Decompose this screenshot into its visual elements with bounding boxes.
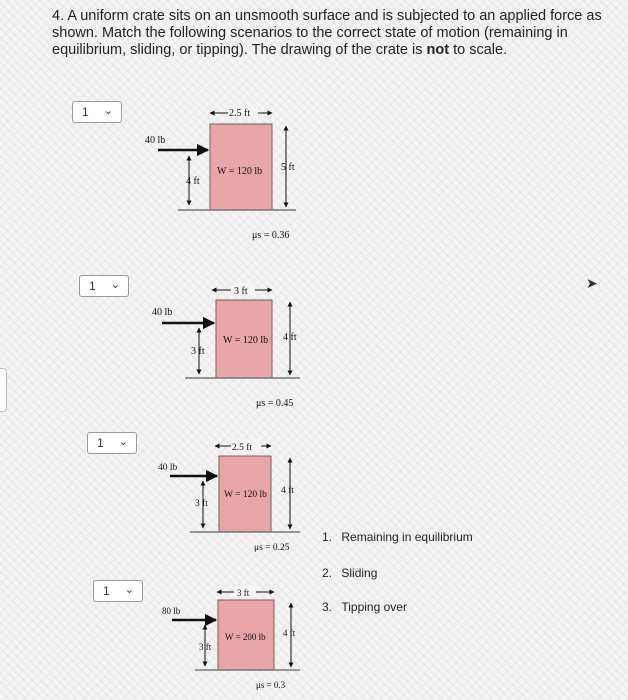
weight-label: W = 120 lb [224,490,267,500]
total-height-label: 4 ft [283,332,297,343]
chevron-down-icon: ⌄ [124,584,134,596]
chevron-down-icon: ⌄ [118,436,128,448]
select-value: 1 [82,105,89,119]
option-label: Tipping over [341,600,407,614]
force-label: 80 lb [162,606,181,616]
weight-label: W = 200 lb [225,632,266,642]
question-emphasis: not [426,42,450,58]
scenario-4-diagram [162,586,300,690]
force-label: 40 lb [152,307,173,318]
width-label: 3 ft [237,588,250,598]
question-number: 4. [52,8,65,24]
force-label: 40 lb [145,135,166,146]
question-tail: to scale. [453,42,508,58]
height-label: 3 ft [191,346,205,357]
scenario-2-diagram [152,283,300,409]
force-label: 40 lb [158,463,178,473]
total-height-label: 4 ft [283,628,296,638]
width-label: 2.5 ft [232,443,253,453]
friction-label: μs = 0.25 [254,543,290,553]
question-body: A uniform crate sits on an unsmooth surface and is subjected to an applied force as shown. Match the following scenarios to the correct state of motion (remaining in equilibrium, sliding, or tipping). The drawing of the crate is [52,8,602,58]
select-value: 1 [97,436,104,450]
friction-label: μs = 0.36 [252,230,290,241]
weight-label: W = 120 lb [223,335,269,346]
option-number: 1. [322,530,333,544]
height-label: 3 ft [195,499,208,509]
height-label: 4 ft [186,176,200,187]
select-value: 1 [103,584,110,598]
scenario-3-diagram [158,439,300,553]
option-1 [322,530,473,544]
option-number: 3. [322,600,333,614]
total-height-label: 5 ft [281,162,295,173]
chevron-down-icon: ⌄ [103,105,113,117]
scenario-1-diagram [145,106,296,241]
option-label: Sliding [341,566,378,580]
option-2 [322,566,377,580]
option-number: 2. [322,566,333,580]
width-label: 2.5 ft [229,108,251,119]
height-label: 3 ft [199,642,212,652]
chevron-down-icon: ⌄ [110,279,120,291]
total-height-label: 4 ft [281,486,294,496]
friction-label: μs = 0.45 [256,398,294,409]
mouse-cursor-icon: ➤ [586,275,598,291]
weight-label: W = 120 lb [217,166,263,177]
width-label: 3 ft [234,286,248,297]
option-3 [322,600,407,614]
option-label: Remaining in equilibrium [341,530,473,544]
friction-label: μs = 0.3 [256,680,286,690]
select-value: 1 [89,279,96,293]
